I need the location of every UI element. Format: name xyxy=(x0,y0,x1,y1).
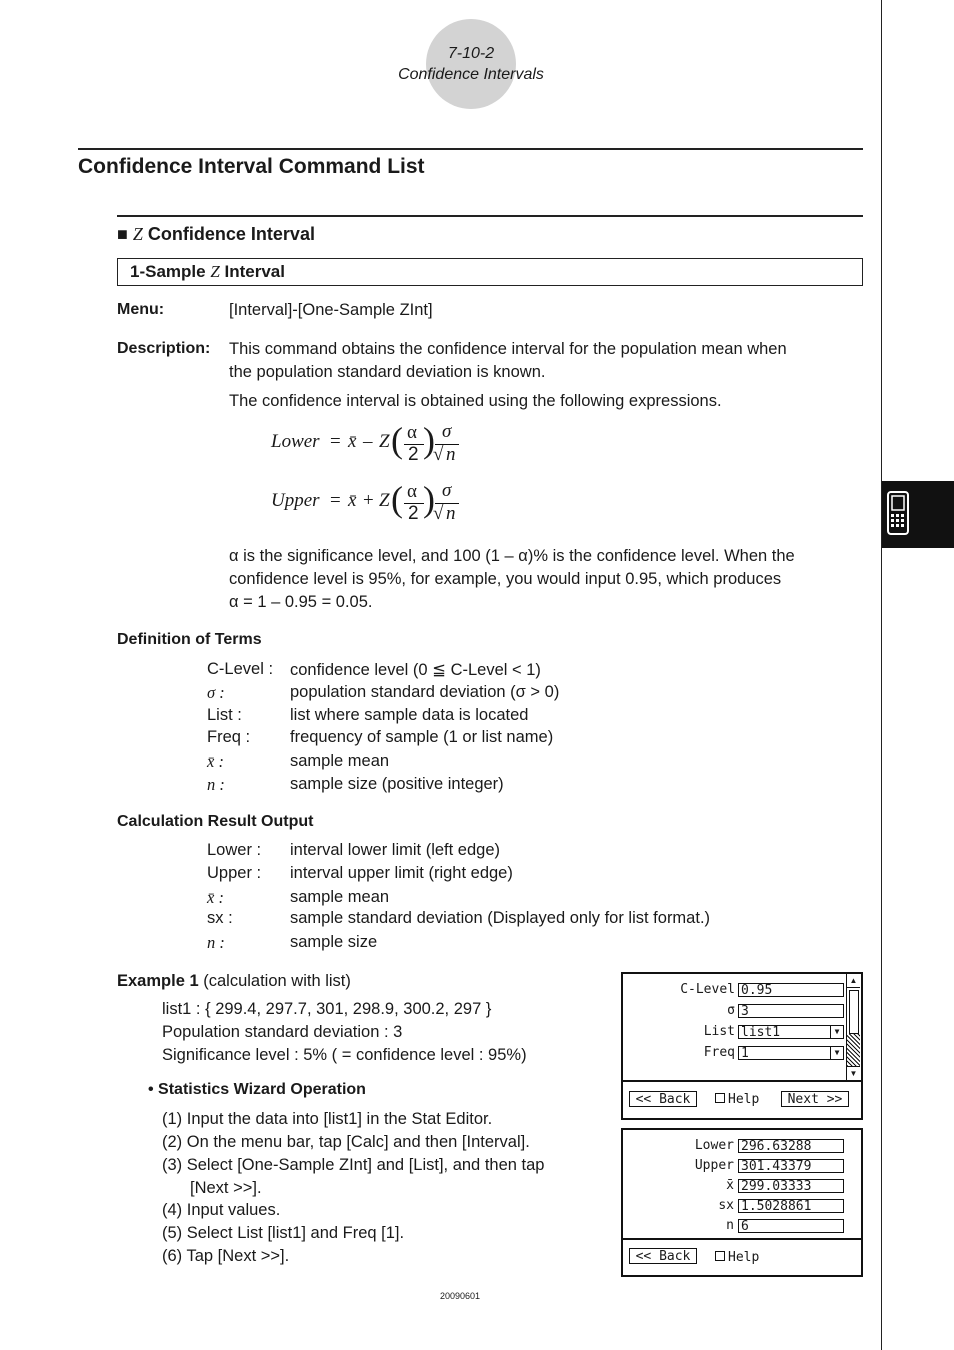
lower-formula-z: Z xyxy=(379,431,390,452)
section-title: Confidence Interval Command List xyxy=(78,155,425,178)
term-name: n : xyxy=(207,775,225,794)
upper-formula-name: Upper xyxy=(271,490,320,511)
example-data-line: list1 : { 299.4, 297.7, 301, 298.9, 300.2, 297 } xyxy=(162,1000,492,1018)
wizard-step: (3) Select [One-Sample ZInt] and [List], and then tap xyxy=(162,1156,545,1174)
term-desc: sample size (positive integer) xyxy=(290,775,504,793)
scroll-track xyxy=(847,1034,860,1066)
term-desc: sample mean xyxy=(290,752,390,770)
upper-sqrt-sign: √ xyxy=(433,503,444,524)
command-title-suffix: Interval xyxy=(219,262,285,281)
wizard-step: (1) Input the data into [list1] in the Stat Editor. xyxy=(162,1110,493,1128)
output-name: n : xyxy=(207,933,225,952)
lower-formula-name: Lower xyxy=(271,431,320,452)
freq-select[interactable] xyxy=(738,1046,844,1060)
list-label: List xyxy=(703,1024,735,1039)
description-line-3: The confidence interval is obtained using the following expressions. xyxy=(229,392,722,410)
lower-label: Lower xyxy=(694,1138,734,1153)
term-desc: confidence level (0 ≦ C-Level < 1) xyxy=(290,661,541,679)
example-heading xyxy=(117,970,351,993)
n-label: n xyxy=(726,1218,734,1233)
chevron-down-icon[interactable]: ▼ xyxy=(830,1047,843,1059)
page-number-badge xyxy=(426,19,516,109)
command-title-box xyxy=(117,258,863,286)
scrollbar[interactable] xyxy=(846,974,860,1080)
output-desc: sample mean xyxy=(290,888,390,906)
wizard-step: (4) Input values. xyxy=(162,1201,281,1219)
definition-heading: Definition of Terms xyxy=(117,631,262,648)
upper-formula-eq: = xyxy=(330,490,341,511)
output-name: sx : xyxy=(207,909,233,927)
upper-formula-op: + xyxy=(363,490,374,511)
menu-label: Menu: xyxy=(117,301,165,318)
wizard-step: [Next >>]. xyxy=(190,1179,262,1197)
calculator-icon xyxy=(882,481,954,548)
upper-label: Upper xyxy=(694,1158,734,1173)
output-name: Upper : xyxy=(207,864,262,882)
wizard-result-screen xyxy=(621,1128,863,1277)
upper-formula xyxy=(271,480,471,530)
checkbox-icon[interactable] xyxy=(715,1251,725,1261)
scroll-thumb[interactable] xyxy=(849,990,859,1034)
upper-formula-z: Z xyxy=(379,490,390,511)
back-button[interactable]: << Back xyxy=(629,1248,697,1264)
next-button[interactable]: Next >> xyxy=(781,1091,849,1107)
mean-label: x̄ xyxy=(726,1178,734,1193)
wizard-step: (6) Tap [Next >>]. xyxy=(162,1247,290,1265)
lower-paren-close: ) xyxy=(423,420,435,460)
alpha-note-line-2: confidence level is 95%, for example, you would input 0.95, which produces xyxy=(229,570,782,588)
menu-value: [Interval]-[One-Sample ZInt] xyxy=(229,301,433,319)
alpha-note-line-3: α = 1 – 0.95 = 0.05. xyxy=(229,593,373,611)
side-tab xyxy=(882,481,954,548)
output-name: Lower : xyxy=(207,841,262,859)
list-select[interactable] xyxy=(738,1025,844,1039)
section-rule xyxy=(78,148,863,150)
lower-formula-n: n xyxy=(446,444,456,465)
clevel-label: C-Level xyxy=(680,982,735,997)
command-title xyxy=(130,262,285,282)
output-desc: sample standard deviation (Displayed only for list format.) xyxy=(290,909,711,927)
freq-select-value: 1 xyxy=(741,1046,749,1061)
upper-output: 301.43379 xyxy=(738,1159,844,1173)
subsection-rule xyxy=(117,215,863,217)
page-margin-rule xyxy=(881,0,882,1350)
example-data-line: Significance level : 5% ( = confidence level : 95%) xyxy=(162,1046,527,1064)
mean-output: 299.03333 xyxy=(738,1179,844,1193)
screen-divider xyxy=(623,1080,861,1082)
output-desc: sample size xyxy=(290,933,378,951)
n-output: 6 xyxy=(738,1219,844,1233)
term-name: Freq : xyxy=(207,728,251,746)
wizard-heading: • Statistics Wizard Operation xyxy=(148,1081,366,1098)
description-label: Description: xyxy=(117,340,211,357)
alpha-note-line-1: α is the significance level, and 100 (1 – α)% is the confidence level. When the xyxy=(229,547,795,565)
square-bullet-icon: ■ xyxy=(117,224,128,244)
lower-formula-eq: = xyxy=(330,431,341,452)
page-number: 7-10-2 xyxy=(447,45,495,62)
upper-formula-alpha: α xyxy=(407,481,417,502)
output-heading: Calculation Result Output xyxy=(117,813,314,830)
upper-paren-close: ) xyxy=(423,479,435,519)
output-name: x̄ : xyxy=(207,888,224,907)
term-name: x̄ : xyxy=(207,752,224,771)
upper-formula-n: n xyxy=(446,503,456,524)
help-checkbox[interactable] xyxy=(715,1250,759,1265)
scroll-up-icon[interactable]: ▲ xyxy=(847,974,860,988)
scroll-down-icon[interactable]: ▼ xyxy=(847,1066,860,1080)
lower-formula-op: – xyxy=(363,431,373,452)
upper-formula-two: 2 xyxy=(408,503,419,524)
term-desc: frequency of sample (1 or list name) xyxy=(290,728,554,746)
description-line-1: This command obtains the confidence interval for the population mean when xyxy=(229,340,787,358)
sigma-label: σ xyxy=(727,1003,735,1018)
subsection-title-text: Confidence Interval xyxy=(147,224,315,244)
upper-formula-xbar: x̄ xyxy=(348,490,357,511)
lower-formula-alpha: α xyxy=(407,422,417,443)
chevron-down-icon[interactable]: ▼ xyxy=(830,1026,843,1038)
term-desc: population standard deviation (σ > 0) xyxy=(290,683,560,701)
upper-paren-open: ( xyxy=(391,479,403,519)
z-symbol: Z xyxy=(132,224,143,244)
command-title-symbol: Z xyxy=(210,262,220,281)
sx-label: sx xyxy=(718,1198,734,1213)
list-select-value: list1 xyxy=(741,1025,781,1040)
example-label: Example 1 xyxy=(117,972,199,990)
sx-output: 1.5028861 xyxy=(738,1199,844,1213)
chapter-title: Confidence Intervals xyxy=(398,66,544,83)
wizard-input-screen xyxy=(621,972,863,1120)
help-label: Help xyxy=(728,1250,760,1265)
term-name: C-Level : xyxy=(207,660,274,678)
lower-formula xyxy=(271,421,471,471)
sigma-input[interactable]: 3 xyxy=(738,1004,844,1018)
checkbox-icon[interactable] xyxy=(715,1093,725,1103)
lower-formula-xbar: x̄ xyxy=(348,431,357,452)
lower-sqrt-sign: √ xyxy=(433,444,444,465)
description-line-2: the population standard deviation is known. xyxy=(229,363,546,381)
subsection-title xyxy=(117,224,315,245)
wizard-step: (5) Select List [list1] and Freq [1]. xyxy=(162,1224,405,1242)
command-title-prefix: 1-Sample xyxy=(130,262,211,281)
output-desc: interval lower limit (left edge) xyxy=(290,841,500,859)
help-label: Help xyxy=(728,1092,760,1107)
back-button[interactable]: << Back xyxy=(629,1091,697,1107)
freq-label: Freq xyxy=(703,1045,735,1060)
term-name: σ : xyxy=(207,683,225,702)
wizard-step: (2) On the menu bar, tap [Calc] and then [Interval]. xyxy=(162,1133,530,1151)
footer-code: 20090601 xyxy=(440,1291,481,1301)
term-name: List : xyxy=(207,706,242,724)
lower-output: 296.63288 xyxy=(738,1139,844,1153)
lower-paren-open: ( xyxy=(391,420,403,460)
upper-formula-sigma: σ xyxy=(442,480,452,501)
lower-formula-two: 2 xyxy=(408,444,419,465)
output-desc: interval upper limit (right edge) xyxy=(290,864,513,882)
term-desc: list where sample data is located xyxy=(290,706,529,724)
lower-formula-sigma: σ xyxy=(442,421,452,442)
example-note: (calculation with list) xyxy=(203,972,351,990)
screen-divider xyxy=(623,1238,861,1240)
clevel-input[interactable]: 0.95 xyxy=(738,983,844,997)
example-data-line: Population standard deviation : 3 xyxy=(162,1023,403,1041)
help-checkbox[interactable] xyxy=(715,1092,759,1107)
